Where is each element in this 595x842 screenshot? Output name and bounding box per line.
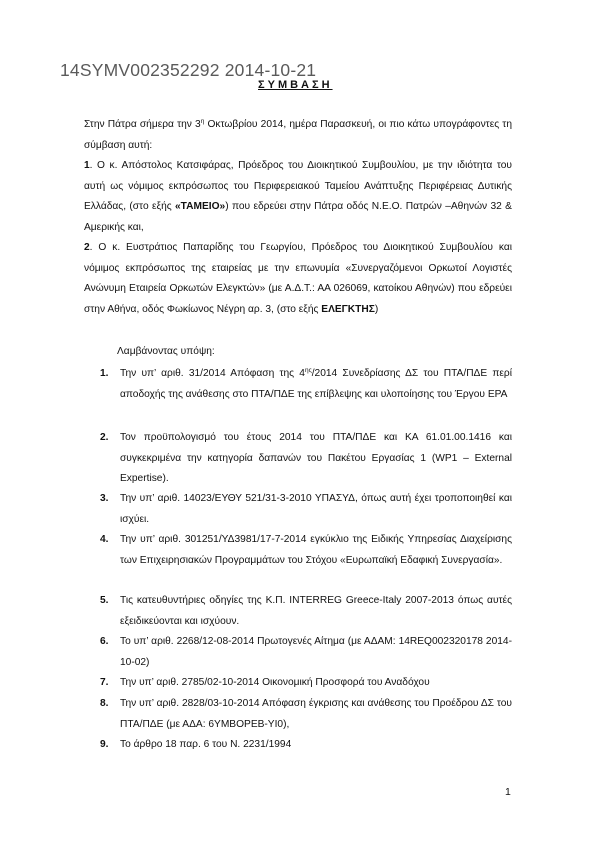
party-2-text-2: ) <box>374 303 379 315</box>
list-item-number: 5. <box>100 595 109 606</box>
party-1-number: 1 <box>84 160 90 171</box>
party-1-text-2: ) που εδρεύει στην Πάτρα οδός Ν.Ε.Ο. Πατρών –Αθηνών 32 & Αμερικής και, <box>84 201 512 233</box>
party-1-name: . Ο κ. Απόστολος Κατσιφάρας <box>89 160 231 171</box>
list-item-number: 7. <box>100 677 109 688</box>
list-item-text: Το υπ’ αριθ. 2268/12-08-2014 Πρωτογενές Αίτημα (με ΑΔΑΜ: 14REQ002320178 2014-10-02) <box>120 636 512 668</box>
intro-text-1: Στην Πάτρα σήμερα την 3 <box>84 119 201 130</box>
list-item-number: 9. <box>100 739 109 750</box>
list-item-text <box>120 364 512 405</box>
list-item-number: 2. <box>100 432 109 443</box>
list-item-text: Την υπ’ αριθ. 301251/ΥΔ3981/17-7-2014 εγκύκλιο της Ειδικής Υπηρεσίας Διαχείρισης των Επιχειρησιακών Προγραμμάτων του Στόχου «Ευρωπαϊκή Εδαφική Συνεργασία». <box>120 534 512 566</box>
party-1-text-1: , Πρόεδρος του Διοικητικού Συμβουλίου, με την ιδιότητα του αυτή ως νόμιμος εκπρόσωπος του Περιφερειακού Ταμείου Ανάπτυξης Περιφέρειας Δυτικής Ελλάδας, (στο εξής <box>84 160 512 212</box>
list-item-text: Την υπ’ αριθ. 2785/02-10-2014 Οικονομική Προσφορά του Αναδόχου <box>120 677 430 688</box>
list-item-number: 1. <box>100 368 109 379</box>
list-item-text-b: /2014 Συνεδρίασης ΔΣ του ΠΤΑ/ΠΔΕ περί αποδοχής της ανάθεσης στο ΠΤΑ/ΠΔΕ της επίβλεψης και υλοποίησης του Έργου ΕΡΑ <box>120 368 512 400</box>
party-1-short-name: «ΤΑΜΕΙΟ» <box>175 201 226 212</box>
document-id-stamp: 14SYMV002352292 2014-10-21 <box>60 60 317 80</box>
document-title: ΣΥΜΒΑΣΗ <box>258 79 333 91</box>
considering-heading: Λαμβάνοντας υπόψη: <box>117 346 215 357</box>
intro-sup: η <box>200 118 205 125</box>
intro-text-2: Οκτωβρίου 2014, ημέρα Παρασκευή, οι πιο κάτω υπογράφοντες τη σύμβαση αυτή: <box>84 119 512 151</box>
party-2-text-1: . Ο κ. Ευστράτιος Παπαρίδης του Γεωργίου, Πρόεδρος του Διοικητικού Συμβουλίου και νόμιμος εκπρόσωπος της εταιρείας με την επωνυμία «Συνεργαζόμενοι Ορκωτοί Λογιστές Ανώνυμη Εταιρεία Ορκωτών Ελεγκτών» (με Α.Δ.Τ.: ΑΑ 026069, κατοίκου Αθηνών) που εδρεύει στην Αθήνα, οδός Φωκίωνος Νέγρη αρ. 3, (στο εξής <box>84 242 512 315</box>
list-item-text: Τον προϋπολογισμό του έτους 2014 του ΠΤΑ/ΠΔΕ και ΚΑ 61.01.00.1416 και συγκεκριμένα την κατηγορία δαπανών του Πακέτου Εργασίας 1 (WP1 – External Expertise). <box>120 432 512 484</box>
party-2-number: 2 <box>84 242 90 253</box>
list-item-text: Το άρθρο 18 παρ. 6 του Ν. 2231/1994 <box>120 739 292 750</box>
intro-paragraph <box>84 115 512 156</box>
list-item-text: Την υπ’ αριθ. 14023/ΕΥΘΥ 521/31-3-2010 ΥΠΑΣΥΔ, όπως αυτή έχει τροποποιηθεί και ισχύει. <box>120 493 512 525</box>
list-item-text-a: Την υπ’ αριθ. 31/2014 Απόφαση της 4 <box>120 368 305 379</box>
list-item-sup: ης <box>304 367 312 374</box>
list-item-number: 4. <box>100 534 109 545</box>
page-number: 1 <box>505 786 511 798</box>
list-item-number: 6. <box>100 636 109 647</box>
party-2-short-name: ΕΛΕΓΚΤΗΣ <box>321 303 375 315</box>
list-item-text: Τις κατευθυντήριες οδηγίες της Κ.Π. INTERREG Greece-Italy 2007-2013 όπως αυτές εξειδικεύονται και ισχύουν. <box>120 595 512 627</box>
list-item-text: Την υπ’ αριθ. 2828/03-10-2014 Απόφαση έγκρισης και ανάθεσης του Προέδρου ΔΣ του ΠΤΑ/ΠΔΕ (με ΑΔΑ: 6ΥΜΒΟΡΕΒ-ΥΙ0), <box>120 698 512 730</box>
list-item-number: 3. <box>100 493 109 504</box>
list-item-number: 8. <box>100 698 109 709</box>
party-1-paragraph <box>84 156 512 238</box>
party-2-paragraph <box>84 238 512 320</box>
